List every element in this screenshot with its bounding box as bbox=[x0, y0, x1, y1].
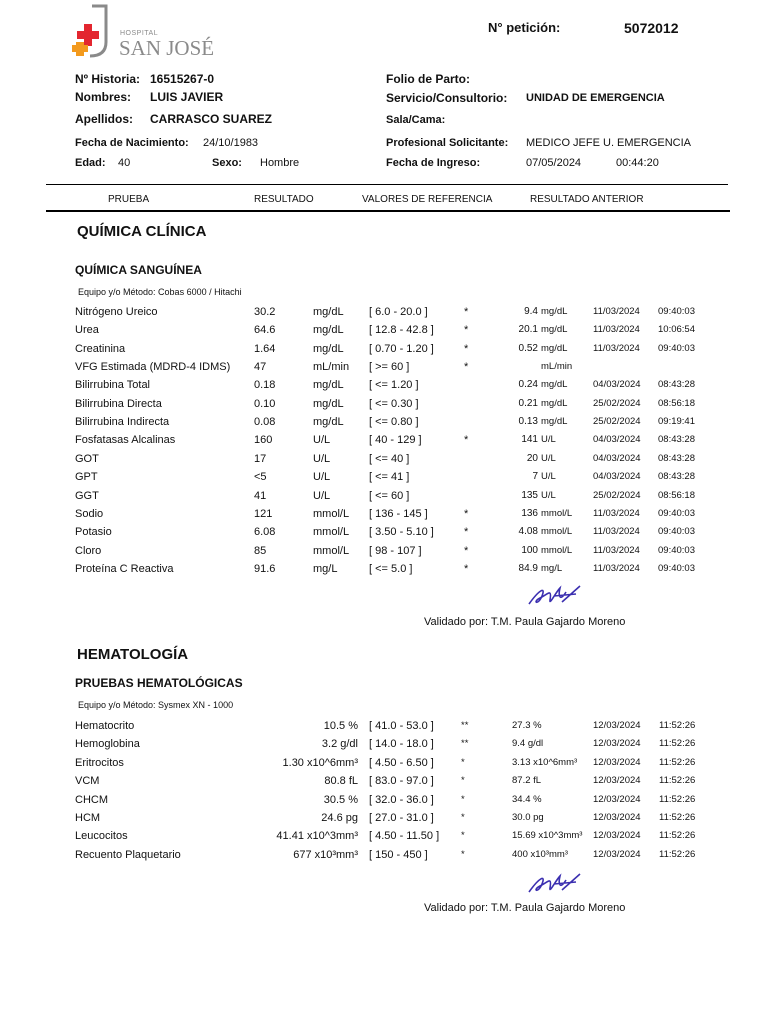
test-name: CHCM bbox=[75, 793, 108, 806]
previous-date: 11/03/2024 bbox=[593, 526, 640, 538]
test-value: 6.08 bbox=[254, 526, 276, 539]
previous-unit: U/L bbox=[541, 434, 556, 446]
edad-value: 40 bbox=[118, 157, 131, 169]
test-reference: [ <= 5.0 ] bbox=[369, 562, 413, 575]
previous-time: 11:52:26 bbox=[659, 756, 696, 768]
quimica-validado: Validado por: T.M. Paula Gajardo Moreno bbox=[424, 616, 626, 628]
table-row bbox=[0, 416, 768, 434]
hospital-logo bbox=[72, 4, 222, 60]
previous-date: 12/03/2024 bbox=[593, 720, 641, 731]
table-row bbox=[0, 545, 768, 563]
test-value: 91.6 bbox=[254, 562, 276, 575]
table-row bbox=[0, 471, 768, 489]
previous-value: 0.24 bbox=[518, 379, 538, 391]
previous-time: 09:40:03 bbox=[658, 507, 695, 519]
hospital-logo-top: HOSPITAL bbox=[120, 30, 159, 37]
previous-time: 11:52:26 bbox=[659, 812, 696, 823]
previous-date: 12/03/2024 bbox=[593, 830, 641, 842]
test-value: 80.8 fL bbox=[324, 775, 358, 788]
test-value: 47 bbox=[254, 361, 267, 374]
test-reference: [ 41.0 - 53.0 ] bbox=[369, 720, 434, 732]
ingreso-fecha: 07/05/2024 bbox=[526, 157, 582, 169]
previous-date: 12/03/2024 bbox=[593, 738, 641, 750]
previous-value: 15.69 x10^3mm³ bbox=[512, 830, 583, 842]
previous-value: 20 bbox=[526, 452, 538, 464]
hemato-validado: Validado por: T.M. Paula Gajardo Moreno bbox=[424, 902, 626, 914]
apellidos-value: CARRASCO SUAREZ bbox=[150, 112, 273, 126]
test-name: GPT bbox=[75, 471, 98, 484]
previous-date: 11/03/2024 bbox=[593, 324, 640, 336]
previous-value: 87.2 fL bbox=[512, 775, 542, 787]
previous-date: 11/03/2024 bbox=[593, 507, 640, 519]
test-name: Bilirrubina Total bbox=[75, 379, 151, 392]
table-row bbox=[0, 563, 768, 581]
hemato-equipo: Equipo y/o Método: Sysmex XN - 1000 bbox=[78, 700, 234, 710]
table-row bbox=[0, 361, 768, 379]
table-row bbox=[0, 812, 768, 830]
test-flag: * bbox=[464, 306, 469, 318]
table-row bbox=[0, 738, 768, 756]
hemato-title: HEMATOLOGÍA bbox=[77, 646, 189, 663]
previous-value: 135 bbox=[521, 489, 538, 501]
previous-value: 0.13 bbox=[518, 416, 538, 428]
previous-unit: mg/dL bbox=[541, 379, 568, 391]
previous-value: 84.9 bbox=[518, 562, 538, 574]
previous-date: 11/03/2024 bbox=[593, 562, 640, 574]
previous-time: 09:40:03 bbox=[658, 306, 695, 317]
previous-value: 0.52 bbox=[518, 342, 538, 354]
previous-value: 9.4 g/dl bbox=[512, 738, 544, 750]
previous-time: 08:43:28 bbox=[658, 379, 695, 391]
servicio-value: UNIDAD DE EMERGENCIA bbox=[526, 92, 665, 104]
ingreso-label: Fecha de Ingreso: bbox=[386, 157, 481, 169]
test-unit: U/L bbox=[313, 489, 331, 502]
test-value: 24.6 pg bbox=[321, 812, 358, 824]
quimica-title: QUÍMICA CLÍNICA bbox=[77, 223, 207, 240]
col-prueba: PRUEBA bbox=[108, 194, 150, 205]
ingreso-hora: 00:44:20 bbox=[616, 157, 659, 169]
previous-date: 25/02/2024 bbox=[593, 397, 641, 409]
test-name: Eritrocitos bbox=[75, 756, 124, 769]
previous-time: 11:52:26 bbox=[659, 793, 696, 805]
table-row bbox=[0, 453, 768, 471]
test-name: Fosfatasas Alcalinas bbox=[75, 434, 176, 447]
table-row bbox=[0, 343, 768, 361]
table-row bbox=[0, 306, 768, 324]
test-name: Recuento Plaquetario bbox=[75, 848, 181, 861]
previous-value: 30.0 pg bbox=[512, 812, 544, 823]
test-flag: * bbox=[461, 793, 465, 805]
previous-value: 34.4 % bbox=[512, 793, 542, 805]
test-reference: [ 0.70 - 1.20 ] bbox=[369, 342, 434, 355]
test-name: Cloro bbox=[75, 544, 102, 557]
test-unit: mmol/L bbox=[313, 544, 350, 557]
previous-time: 11:52:26 bbox=[659, 720, 696, 731]
previous-value: 4.08 bbox=[518, 526, 538, 538]
test-reference: [ 83.0 - 97.0 ] bbox=[369, 775, 434, 788]
signature-icon bbox=[524, 870, 584, 898]
previous-unit: mg/dL bbox=[541, 397, 568, 409]
test-reference: [ 6.0 - 20.0 ] bbox=[369, 306, 428, 318]
test-name: GGT bbox=[75, 489, 99, 502]
table-row bbox=[0, 794, 768, 812]
previous-unit: mmol/L bbox=[541, 526, 573, 538]
test-flag: * bbox=[464, 361, 469, 374]
previous-unit: mL/min bbox=[541, 361, 573, 373]
table-row bbox=[0, 324, 768, 342]
test-unit: mg/dL bbox=[313, 416, 344, 429]
test-value: 0.08 bbox=[254, 416, 276, 429]
previous-date: 04/03/2024 bbox=[593, 379, 641, 391]
folio-label: Folio de Parto: bbox=[386, 72, 470, 86]
test-value: <5 bbox=[254, 471, 267, 484]
sala-label: Sala/Cama: bbox=[386, 114, 446, 126]
test-name: Urea bbox=[75, 324, 99, 337]
test-unit: mg/dL bbox=[313, 379, 344, 392]
test-flag: ** bbox=[461, 738, 469, 750]
previous-time: 11:52:26 bbox=[659, 848, 696, 860]
test-name: GOT bbox=[75, 452, 99, 465]
table-row bbox=[0, 720, 768, 738]
previous-unit: U/L bbox=[541, 452, 556, 464]
servicio-label: Servicio/Consultorio: bbox=[386, 91, 508, 105]
previous-time: 08:56:18 bbox=[658, 489, 695, 501]
test-unit: mg/dL bbox=[313, 306, 344, 318]
test-value: 0.18 bbox=[254, 379, 276, 392]
previous-time: 11:52:26 bbox=[659, 738, 696, 750]
test-value: 64.6 bbox=[254, 324, 276, 337]
apellidos-label: Apellidos: bbox=[75, 112, 134, 126]
table-row bbox=[0, 398, 768, 416]
nacimiento-label: Fecha de Nacimiento: bbox=[75, 137, 189, 149]
test-flag: * bbox=[461, 756, 465, 768]
test-name: Proteína C Reactiva bbox=[75, 562, 174, 575]
test-name: Bilirrubina Indirecta bbox=[75, 416, 170, 429]
previous-date: 12/03/2024 bbox=[593, 848, 641, 860]
previous-unit: U/L bbox=[541, 489, 556, 501]
previous-value: 136 bbox=[521, 507, 538, 519]
test-flag: * bbox=[464, 507, 469, 520]
test-unit: mmol/L bbox=[313, 507, 350, 520]
sexo-value: Hombre bbox=[260, 157, 300, 169]
previous-date: 11/03/2024 bbox=[593, 544, 640, 556]
previous-time: 11:52:26 bbox=[659, 830, 696, 842]
previous-value: 100 bbox=[521, 544, 538, 556]
test-flag: * bbox=[464, 324, 469, 337]
test-flag: * bbox=[464, 526, 469, 539]
previous-date: 04/03/2024 bbox=[593, 452, 641, 464]
test-reference: [ <= 0.30 ] bbox=[369, 397, 419, 410]
hospital-logo-icon bbox=[72, 4, 118, 60]
table-row bbox=[0, 849, 768, 867]
peticion-label: N° petición: bbox=[488, 20, 561, 35]
test-reference: [ 32.0 - 36.0 ] bbox=[369, 793, 434, 806]
test-reference: [ >= 60 ] bbox=[369, 361, 410, 374]
test-reference: [ 4.50 - 11.50 ] bbox=[369, 830, 440, 843]
test-reference: [ 3.50 - 5.10 ] bbox=[369, 526, 434, 539]
edad-label: Edad: bbox=[75, 157, 106, 169]
test-reference: [ <= 40 ] bbox=[369, 452, 410, 465]
test-reference: [ <= 60 ] bbox=[369, 489, 410, 502]
test-reference: [ <= 0.80 ] bbox=[369, 416, 419, 429]
previous-value: 141 bbox=[521, 434, 538, 446]
test-flag: * bbox=[464, 562, 469, 575]
test-value: 0.10 bbox=[254, 397, 276, 410]
test-value: 160 bbox=[254, 434, 273, 447]
previous-time: 09:40:03 bbox=[658, 342, 695, 354]
test-flag: * bbox=[461, 812, 465, 823]
previous-date: 12/03/2024 bbox=[593, 775, 641, 787]
test-flag: * bbox=[461, 830, 465, 842]
test-value: 677 x10³mm³ bbox=[293, 848, 358, 861]
nombres-value: LUIS JAVIER bbox=[150, 90, 224, 104]
test-unit: mg/dL bbox=[313, 397, 344, 410]
previous-unit: mmol/L bbox=[541, 544, 573, 556]
test-flag: * bbox=[464, 434, 469, 447]
previous-unit: mg/dL bbox=[541, 416, 568, 428]
previous-time: 08:43:28 bbox=[658, 452, 695, 464]
test-reference: [ 150 - 450 ] bbox=[369, 848, 428, 861]
col-resultado: RESULTADO bbox=[254, 194, 314, 205]
test-reference: [ 4.50 - 6.50 ] bbox=[369, 756, 434, 769]
test-flag: ** bbox=[461, 720, 469, 731]
hospital-logo-name: SAN JOSÉ bbox=[119, 36, 215, 60]
test-name: Hematocrito bbox=[75, 720, 135, 732]
test-value: 41.41 x10^3mm³ bbox=[276, 830, 358, 843]
previous-unit: mmol/L bbox=[541, 507, 573, 519]
profesional-value: MEDICO JEFE U. EMERGENCIA bbox=[526, 137, 692, 149]
test-unit: mL/min bbox=[313, 361, 350, 374]
hemato-subtitle: PRUEBAS HEMATOLÓGICAS bbox=[75, 676, 243, 690]
previous-date: 04/03/2024 bbox=[593, 434, 641, 446]
test-value: 41 bbox=[254, 489, 267, 502]
previous-date: 11/03/2024 bbox=[593, 342, 640, 354]
previous-value: 400 x10³mm³ bbox=[512, 848, 568, 860]
test-reference: [ <= 1.20 ] bbox=[369, 379, 419, 392]
historia-value: 16515267-0 bbox=[150, 72, 215, 86]
table-row bbox=[0, 379, 768, 397]
test-reference: [ 136 - 145 ] bbox=[369, 507, 428, 520]
test-unit: mg/dL bbox=[313, 342, 344, 355]
signature-icon bbox=[524, 582, 584, 610]
previous-time: 09:40:03 bbox=[658, 562, 695, 574]
test-value: 1.30 x10^6mm³ bbox=[282, 756, 358, 769]
test-reference: [ 12.8 - 42.8 ] bbox=[369, 324, 434, 337]
previous-time: 09:40:03 bbox=[658, 526, 695, 538]
test-value: 17 bbox=[254, 452, 267, 465]
previous-time: 10:06:54 bbox=[658, 324, 695, 336]
test-unit: U/L bbox=[313, 471, 331, 484]
quimica-subtitle: QUÍMICA SANGUÍNEA bbox=[75, 263, 202, 277]
historia-label: Nº Historia: bbox=[75, 72, 141, 86]
test-name: Creatinina bbox=[75, 342, 126, 355]
test-flag: * bbox=[464, 544, 469, 557]
test-unit: mg/L bbox=[313, 562, 338, 575]
header-top-line bbox=[46, 184, 728, 185]
test-name: Hemoglobina bbox=[75, 738, 140, 751]
profesional-label: Profesional Solicitante: bbox=[386, 137, 509, 149]
previous-date: 25/02/2024 bbox=[593, 489, 641, 501]
table-row bbox=[0, 434, 768, 452]
previous-time: 08:56:18 bbox=[658, 397, 695, 409]
previous-unit: U/L bbox=[541, 471, 556, 483]
test-unit: mmol/L bbox=[313, 526, 350, 539]
quimica-equipo: Equipo y/o Método: Cobas 6000 / Hitachi bbox=[78, 287, 242, 297]
test-reference: [ <= 41 ] bbox=[369, 471, 410, 484]
previous-value: 9.4 bbox=[524, 306, 538, 317]
previous-date: 25/02/2024 bbox=[593, 416, 641, 428]
previous-value: 3.13 x10^6mm³ bbox=[512, 756, 578, 768]
table-row bbox=[0, 830, 768, 848]
table-row bbox=[0, 526, 768, 544]
previous-value: 7 bbox=[532, 471, 538, 483]
test-reference: [ 14.0 - 18.0 ] bbox=[369, 738, 434, 751]
test-value: 30.2 bbox=[254, 306, 276, 318]
header-bottom-line bbox=[46, 210, 730, 212]
previous-date: 12/03/2024 bbox=[593, 793, 641, 805]
table-row bbox=[0, 490, 768, 508]
nacimiento-value: 24/10/1983 bbox=[203, 137, 259, 149]
test-reference: [ 27.0 - 31.0 ] bbox=[369, 812, 434, 824]
previous-unit: mg/L bbox=[541, 562, 563, 574]
test-flag: * bbox=[464, 342, 469, 355]
previous-value: 27.3 % bbox=[512, 720, 542, 731]
test-unit: U/L bbox=[313, 434, 331, 447]
previous-date: 12/03/2024 bbox=[593, 812, 641, 823]
table-row bbox=[0, 508, 768, 526]
test-name: Nitrógeno Ureico bbox=[75, 306, 158, 318]
previous-value: 20.1 bbox=[518, 324, 538, 336]
previous-time: 09:40:03 bbox=[658, 544, 695, 556]
test-name: Sodio bbox=[75, 507, 104, 520]
col-anterior: RESULTADO ANTERIOR bbox=[530, 194, 644, 205]
previous-value: 0.21 bbox=[518, 397, 538, 409]
previous-date: 11/03/2024 bbox=[593, 306, 640, 317]
test-name: HCM bbox=[75, 812, 101, 824]
previous-time: 09:19:41 bbox=[658, 416, 695, 428]
test-value: 10.5 % bbox=[323, 720, 358, 732]
previous-unit: mg/dL bbox=[541, 342, 568, 354]
previous-time: 08:43:28 bbox=[658, 471, 695, 483]
previous-date: 04/03/2024 bbox=[593, 471, 641, 483]
test-value: 30.5 % bbox=[323, 793, 358, 806]
test-value: 3.2 g/dl bbox=[321, 738, 358, 751]
test-reference: [ 40 - 129 ] bbox=[369, 434, 422, 447]
test-name: Bilirrubina Directa bbox=[75, 397, 162, 410]
test-name: VCM bbox=[75, 775, 100, 788]
test-flag: * bbox=[461, 848, 465, 860]
previous-time: 11:52:26 bbox=[659, 775, 696, 787]
peticion-value: 5072012 bbox=[624, 20, 679, 36]
test-value: 85 bbox=[254, 544, 267, 557]
test-value: 121 bbox=[254, 507, 273, 520]
test-reference: [ 98 - 107 ] bbox=[369, 544, 422, 557]
previous-time: 08:43:28 bbox=[658, 434, 695, 446]
col-referencia: VALORES DE REFERENCIA bbox=[362, 194, 493, 205]
previous-date: 12/03/2024 bbox=[593, 756, 641, 768]
previous-unit: mg/dL bbox=[541, 324, 568, 336]
previous-unit: mg/dL bbox=[541, 306, 568, 317]
nombres-label: Nombres: bbox=[75, 90, 132, 104]
test-name: Leucocitos bbox=[75, 830, 128, 843]
table-row bbox=[0, 775, 768, 793]
test-unit: U/L bbox=[313, 452, 331, 465]
test-name: VFG Estimada (MDRD-4 IDMS) bbox=[75, 361, 231, 374]
table-row bbox=[0, 757, 768, 775]
test-unit: mg/dL bbox=[313, 324, 344, 337]
sexo-label: Sexo: bbox=[212, 157, 242, 169]
test-flag: * bbox=[461, 775, 465, 787]
test-name: Potasio bbox=[75, 526, 112, 539]
test-value: 1.64 bbox=[254, 342, 276, 355]
